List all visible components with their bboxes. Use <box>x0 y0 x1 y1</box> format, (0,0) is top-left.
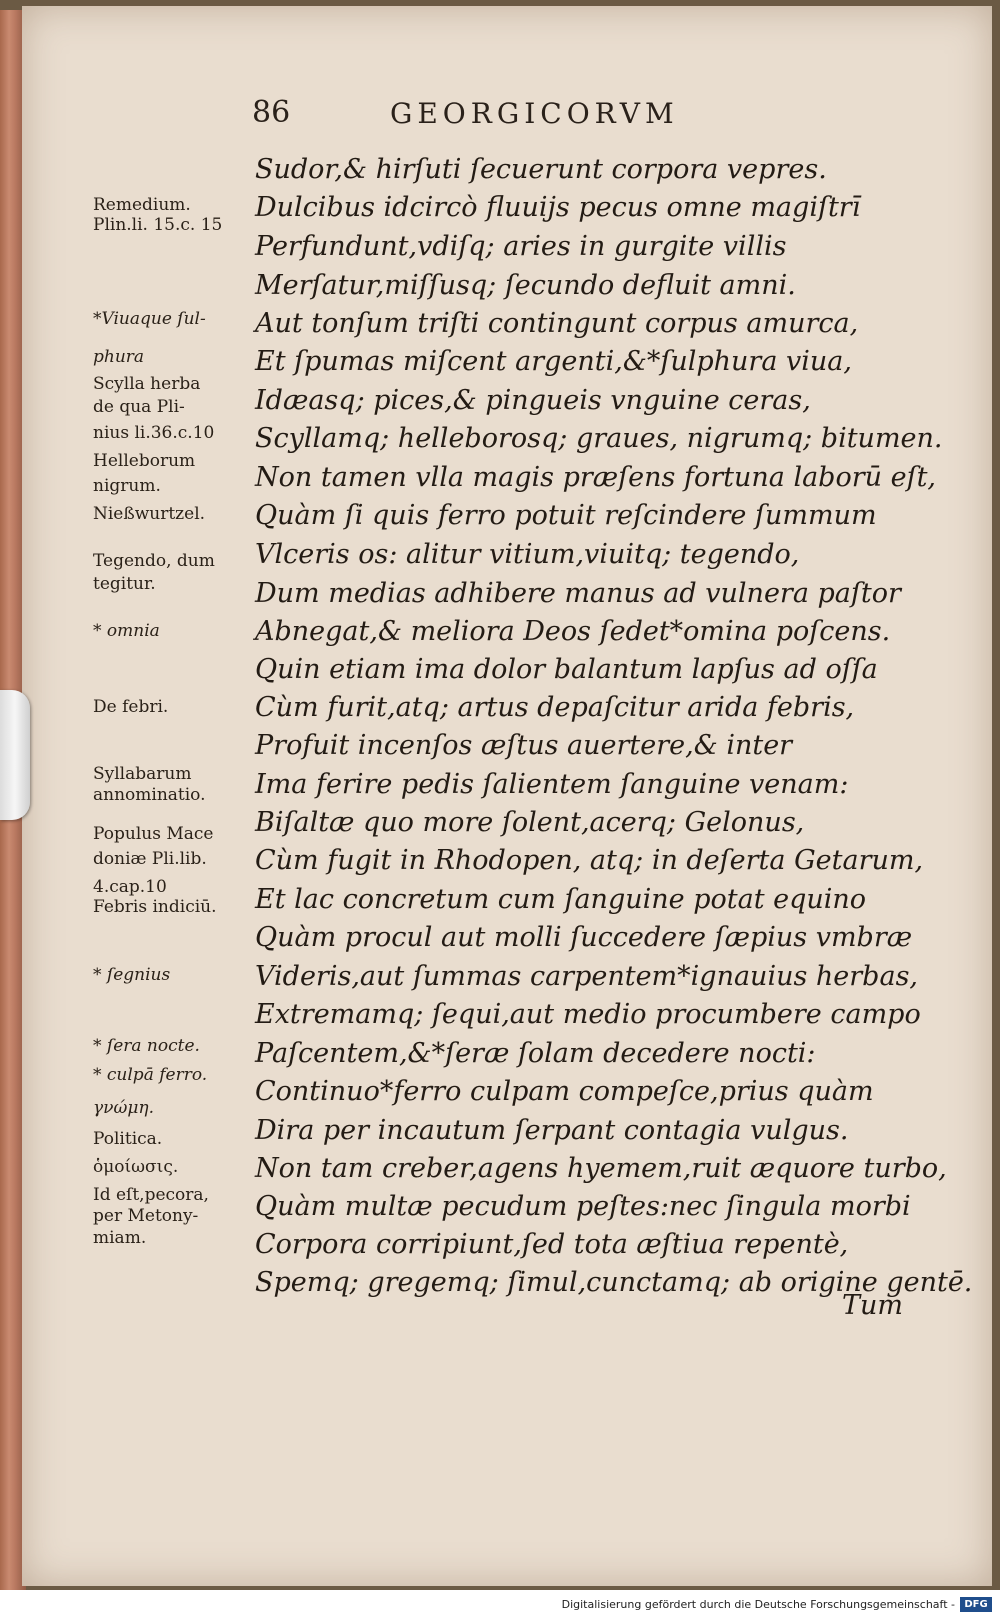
margin-note: Id eſt,pecora, <box>93 1185 209 1205</box>
verse-line: Cùm furit,atq; artus depaſcitur arida febris, <box>255 692 855 723</box>
margin-note: doniæ Pli.lib. <box>93 849 207 869</box>
verse-line: Dira per incautum ſerpant contagia vulgus. <box>255 1115 849 1146</box>
catchword: Tum <box>842 1290 904 1321</box>
margin-note: Politica. <box>93 1129 163 1149</box>
digitization-footer <box>0 1590 1000 1623</box>
margin-note: * omnia <box>93 621 160 641</box>
verse-line: Quin etiam ima dolor balantum lapſus ad oſſa <box>255 654 878 685</box>
margin-note: * culpā ferro. <box>93 1065 208 1085</box>
margin-note: Plin.li. 15.c. 15 <box>93 215 223 235</box>
margin-note: per Metony- <box>93 1206 199 1226</box>
margin-note: Febris indiciū. <box>93 897 217 917</box>
margin-note: Remedium. <box>93 195 191 215</box>
page-header <box>0 95 1000 139</box>
margin-note: * ſegnius <box>93 965 171 985</box>
margin-note: tegitur. <box>93 574 156 594</box>
margin-note: Tegendo, dum <box>93 551 215 571</box>
margin-note: 4.cap.10 <box>93 877 167 897</box>
running-head: GEORGICORVM <box>390 97 679 130</box>
verse-line: Abnegat,& meliora Deos ſedet*omina poſcens. <box>255 616 891 647</box>
verse-line: Profuit incenſos æſtus auertere,& inter <box>255 730 793 761</box>
verse-line: Paſcentem,&*ſeræ ſolam decedere nocti: <box>255 1038 816 1069</box>
margin-note: Scylla herba <box>93 374 201 394</box>
margin-note: * ſera nocte. <box>93 1036 200 1056</box>
margin-note: Populus Mace <box>93 824 214 844</box>
verse-line: Extremamq; ſequi,aut medio procumbere campo <box>255 999 921 1030</box>
verse-line: Non tam creber,agens hyemem,ruit æquore turbo, <box>255 1153 947 1184</box>
verse-line: Quàm procul aut molli ſuccedere ſæpius vmbræ <box>255 922 913 953</box>
margin-note: phura <box>93 347 145 367</box>
verse-line: Sudor,& hirſuti ſecuerunt corpora vepres. <box>255 154 827 185</box>
dfg-logo: DFG <box>960 1597 992 1612</box>
verse-line: Perfundunt,vdiſq; aries in gurgite villis <box>255 231 787 262</box>
verse-line: Idæasq; pices,& pingueis vnguine ceras, <box>255 385 811 416</box>
verse-line: Merſatur,miſſusq; ſecundo defluit amni. <box>255 270 796 301</box>
verse-line: Videris,aut ſummas carpentem*ignauius herbas, <box>255 961 919 992</box>
margin-note: De febri. <box>93 697 169 717</box>
verse-line: Biſaltæ quo more ſolent,acerq; Gelonus, <box>255 807 805 838</box>
margin-note: de qua Pli- <box>93 397 185 417</box>
footer-credit: Digitalisierung gefördert durch die Deutsche Forschungsgemeinschaft - <box>561 1598 955 1611</box>
page-number: 86 <box>252 95 291 130</box>
margin-note: nius li.36.c.10 <box>93 423 215 443</box>
page-clip <box>0 690 30 820</box>
verse-line: Spemq; gregemq; ſimul,cunctamq; ab origine gentē. <box>255 1267 973 1298</box>
margin-note: miam. <box>93 1228 147 1248</box>
verse-line: Aut tonſum triſti contingunt corpus amurca, <box>255 308 859 339</box>
verse-line: Scyllamq; helleborosq; graues, nigrumq; bitumen. <box>255 423 943 454</box>
verse-line: Et lac concretum cum ſanguine potat equino <box>255 884 867 915</box>
verse-line: Non tamen vlla magis præſens fortuna laborū eſt, <box>255 462 936 493</box>
verse-line: Corpora corripiunt,ſed tota æſtiua repentè, <box>255 1229 849 1260</box>
verse-line: Quàm ſi quis ferro potuit reſcindere ſummum <box>255 500 877 531</box>
verse-line: Ima ferire pedis ſalientem ſanguine venam: <box>255 769 849 800</box>
margin-note: annominatio. <box>93 785 206 805</box>
margin-note: nigrum. <box>93 476 161 496</box>
margin-note: Nießwurtzel. <box>93 504 206 524</box>
margin-note: Helleborum <box>93 451 196 471</box>
verse-line: Cùm fugit in Rhodopen, atq; in deſerta Getarum, <box>255 845 924 876</box>
margin-note: *Viuaque ſul- <box>93 309 206 329</box>
verse-line: Quàm multæ pecudum peſtes:nec ſingula morbi <box>255 1191 911 1222</box>
verse-line: Continuo*ferro culpam compeſce,prius quàm <box>255 1076 874 1107</box>
verse-line: Et ſpumas miſcent argenti,&*ſulphura viua, <box>255 346 852 377</box>
margin-note: ὁμοίωσις. <box>93 1157 179 1177</box>
margin-note: γνώμη. <box>93 1098 154 1118</box>
verse-line: Vlceris os: alitur vitium,viuitq; tegendo, <box>255 539 800 570</box>
margin-note: Syllabarum <box>93 764 192 784</box>
verse-line: Dulcibus idcircò fluuijs pecus omne magiſtrī <box>255 192 861 223</box>
verse-line: Dum medias adhibere manus ad vulnera paſtor <box>255 578 901 609</box>
